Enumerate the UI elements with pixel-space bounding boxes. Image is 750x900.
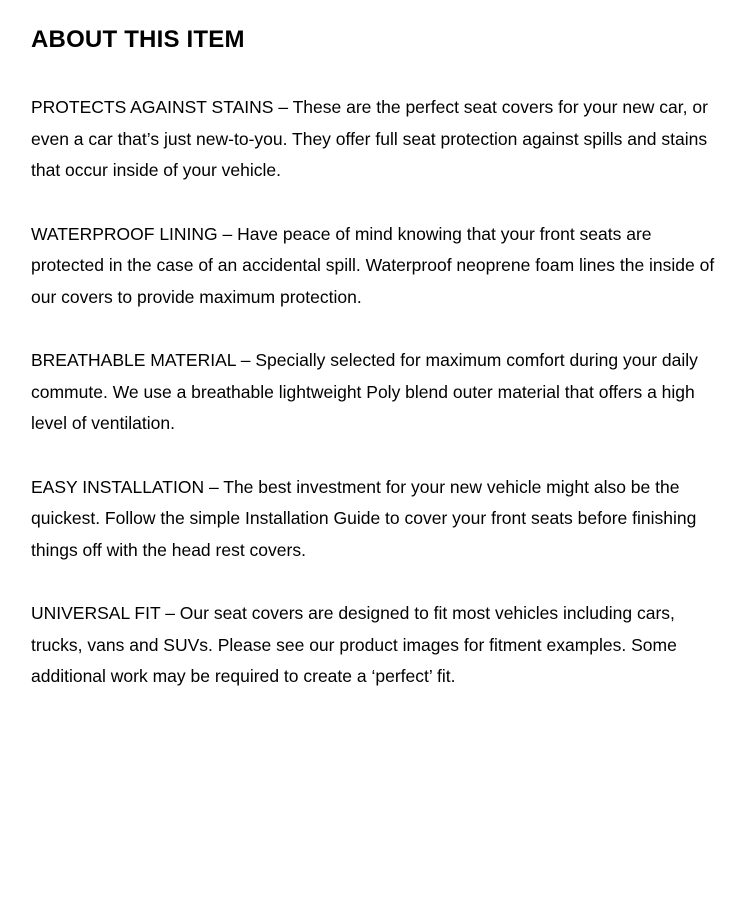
feature-universal-fit: UNIVERSAL FIT – Our seat covers are designed to fit most vehicles including cars, trucks, vans and SUVs. Please see our product images for fitment examples. Some additional work may be required to create a ‘perfect’ fit.: [31, 603, 677, 686]
feature-stain-protection: PROTECTS AGAINST STAINS – These are the perfect seat covers for your new car, or even a car that’s just new-to-you. They offer full seat protection against spills and stains that occur inside of your vehicle.: [31, 97, 708, 180]
about-item-content: [31, 24, 721, 725]
feature-easy-installation: EASY INSTALLATION – The best investment for your new vehicle might also be the quickest. Follow the simple Installation Guide to cover your front seats before finishing things off with the head rest covers.: [31, 476, 697, 560]
section-heading: ABOUT THIS ITEM: [31, 26, 245, 53]
feature-waterproof-lining: WATERPROOF LINING – Have peace of mind knowing that your front seats are protected in the case of an accidental spill. Waterproof neoprene foam lines the inside of our covers to provide maximum protection.: [31, 223, 715, 307]
feature-breathable-material: BREATHABLE MATERIAL – Specially selected for maximum comfort during your daily commute. We use a breathable lightweight Poly blend outer material that offers a high level of ventilation.: [31, 350, 698, 433]
